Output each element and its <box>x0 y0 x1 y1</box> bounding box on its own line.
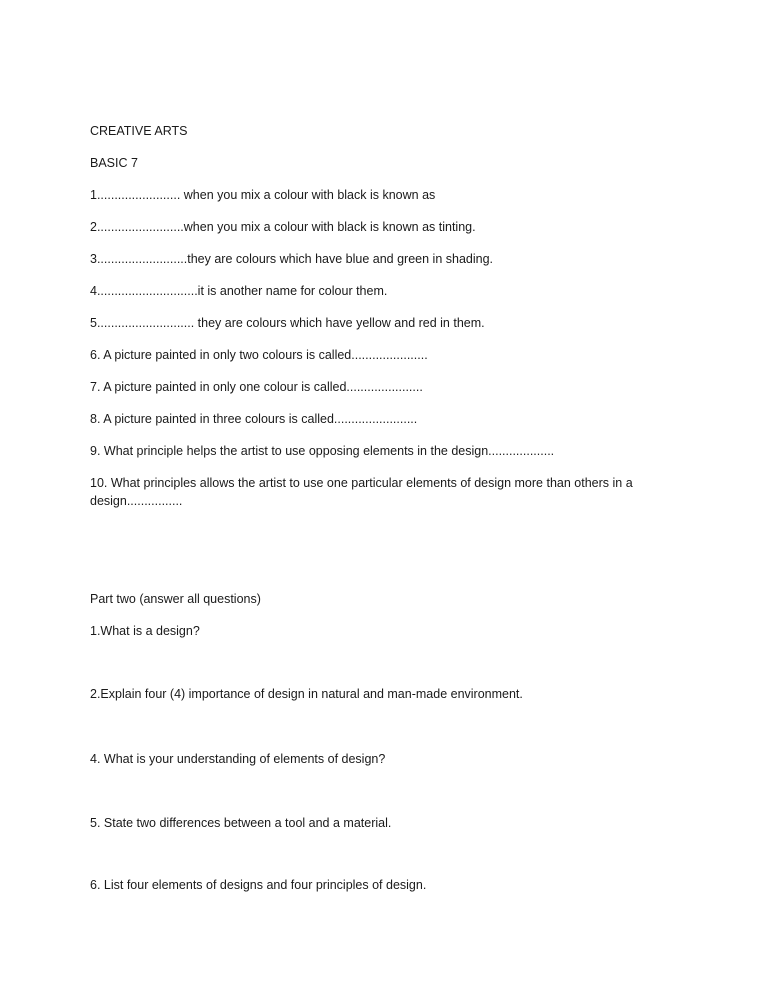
part-two-question-4: 4. What is your understanding of elements of design? <box>90 752 386 766</box>
part-one-question-6: 6. A picture painted in only two colours is called...................... <box>90 348 428 362</box>
part-one-question-7: 7. A picture painted in only one colour is called...................... <box>90 380 423 394</box>
part-one-question-2: 2.........................when you mix a colour with black is known as tinting. <box>90 220 476 234</box>
part-one-question-8: 8. A picture painted in three colours is called........................ <box>90 412 418 426</box>
part-two-title: Part two (answer all questions) <box>90 592 261 606</box>
part-one-question-10: 10. What principles allows the artist to use one particular elements of design more than others in a design................ <box>90 476 637 508</box>
part-one-question-3: 3..........................they are colours which have blue and green in shading. <box>90 252 494 266</box>
part-one-question-1: 1........................ when you mix a colour with black is known as <box>90 188 436 202</box>
part-one-question-4: 4.............................it is another name for colour them. <box>90 284 388 298</box>
part-two-question-1: 1.What is a design? <box>90 624 200 638</box>
part-two-question-6: 6. List four elements of designs and four principles of design. <box>90 878 427 892</box>
part-two-question-2: 2.Explain four (4) importance of design in natural and man-made environment. <box>90 687 523 701</box>
part-one-question-9: 9. What principle helps the artist to use opposing elements in the design................... <box>90 444 555 458</box>
part-two-question-5: 5. State two differences between a tool and a material. <box>90 816 392 830</box>
part-one-question-5: 5............................ they are colours which have yellow and red in them. <box>90 316 485 330</box>
class-label: BASIC 7 <box>90 156 138 170</box>
subject-title: CREATIVE ARTS <box>90 124 188 138</box>
